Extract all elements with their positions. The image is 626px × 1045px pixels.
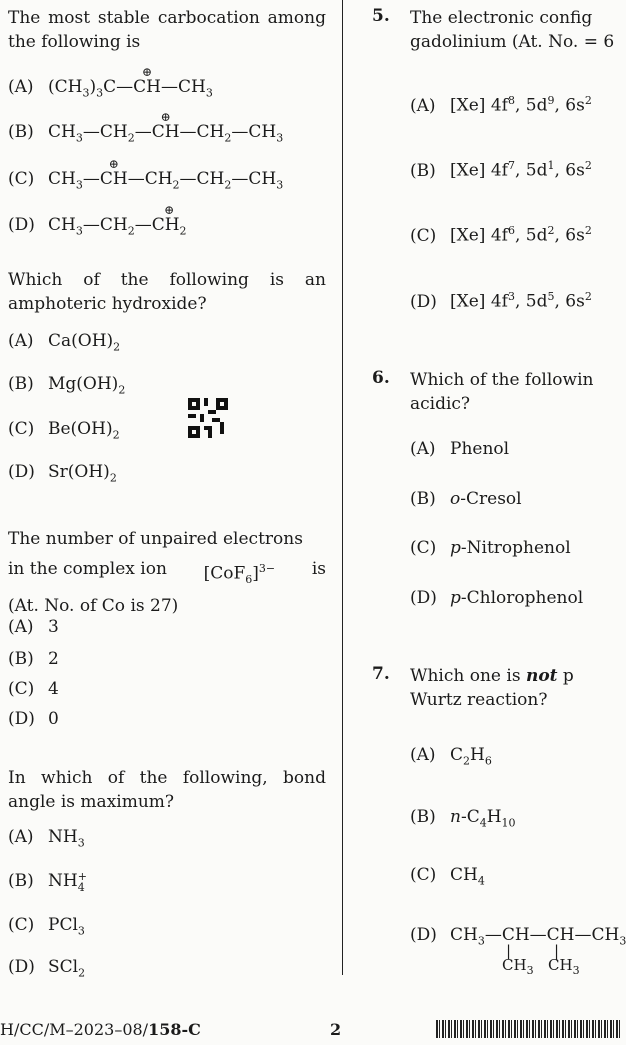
question-3-text: The number of unpaired electrons in the complex ion $[CoF_6]^{3-}$ is (At. No. of Co is 27) — [8, 529, 326, 617]
option-label: (D) — [8, 709, 35, 729]
option-label: (B) — [8, 374, 34, 394]
q7-option-a[interactable]: (A) $C_2H_6$ — [410, 745, 492, 768]
option-label: (C) — [410, 538, 437, 558]
q3-option-a[interactable]: (A) 3 — [8, 617, 59, 637]
q1-option-b[interactable]: (B) $CH_3—CH_2—CH$ ⊕ $—CH_2—CH_3$ — [8, 110, 284, 145]
question-6-number: 6. — [372, 368, 390, 388]
option-label: (A) — [8, 827, 34, 847]
option-label: (B) — [8, 122, 34, 142]
methyl-branch: $CH_3$ — [502, 956, 534, 977]
option-label: (A) — [8, 77, 34, 97]
q3-option-d[interactable]: (D) 0 — [8, 709, 59, 729]
q4-option-a[interactable]: (A) $NH_3$ — [8, 827, 85, 850]
option-label: (B) — [410, 489, 436, 509]
q2-option-d[interactable]: (D) $Sr(OH)_2$ — [8, 462, 117, 485]
question-7-text: Which one is not p Wurtz reaction? — [410, 666, 574, 710]
option-label: (C) — [8, 679, 35, 699]
q3-option-c[interactable]: (C) 4 — [8, 679, 59, 699]
option-label: (A) — [410, 439, 436, 459]
q2-option-c[interactable]: (C) $Be(OH)_2$ — [8, 419, 120, 442]
question-4-text: In which of the following, bond angle is maximum? — [8, 768, 326, 812]
q1-option-a[interactable]: (A) $(CH_3)_3C—CH$ ⊕ $—CH_3$ — [8, 65, 213, 100]
question-7-number: 7. — [372, 664, 390, 684]
option-label: (D) — [410, 291, 437, 312]
question-5-number: 5. — [372, 6, 390, 26]
q7-option-b[interactable]: (B) $n-C_4H_{10}$ — [410, 807, 516, 830]
question-2-text: Which of the following is an amphoteric hydroxide? — [8, 270, 326, 314]
methyl-branch: $CH_3$ — [548, 956, 580, 977]
paper-code: H/CC/M–2023–08/158-C — [0, 1020, 201, 1039]
option-label: (D) — [8, 462, 35, 482]
option-label: (D) — [8, 215, 35, 235]
option-label: (A) — [8, 617, 34, 637]
page-number: 2 — [330, 1020, 342, 1039]
q6-option-d[interactable]: (D) p-Chlorophenol — [410, 588, 584, 608]
option-label: (C) — [410, 225, 437, 246]
q5-option-c[interactable]: (C) [Xe] $4f^6$, $5d^2$, $6s^2$ — [410, 224, 592, 246]
option-label: (B) — [410, 807, 436, 827]
option-label: (C) — [8, 169, 35, 189]
column-divider — [342, 0, 343, 975]
option-label: (A) — [8, 331, 34, 351]
q4-option-d[interactable]: (D) SCl$_2$ — [8, 957, 86, 980]
q4-option-c[interactable]: (C) PCl$_3$ — [8, 915, 85, 938]
option-label: (D) — [410, 588, 437, 608]
q2-option-a[interactable]: (A) $Ca(OH)_2$ — [8, 331, 121, 354]
option-label: (B) — [8, 649, 34, 669]
option-label: (A) — [410, 745, 436, 765]
option-label: (C) — [8, 915, 35, 935]
option-label: (B) — [410, 160, 436, 181]
q5-option-d[interactable]: (D) [Xe] $4f^3$, $5d^5$, $6s^2$ — [410, 290, 592, 312]
question-6-text: Which of the followin acidic? — [410, 370, 594, 414]
q3-option-b[interactable]: (B) 2 — [8, 649, 59, 669]
q1-option-d[interactable]: (D) $CH_3—CH_2—CH_2$ ⊕ — [8, 203, 187, 238]
q5-option-a[interactable]: (A) [Xe] $4f^8$, $5d^9$, $6s^2$ — [410, 94, 592, 116]
q6-option-b[interactable]: (B) o-Cresol — [410, 489, 522, 509]
option-label: (C) — [410, 865, 437, 885]
option-label: (A) — [410, 95, 436, 116]
q4-option-b[interactable]: (B) NH + 4 — [8, 869, 87, 894]
q5-option-b[interactable]: (B) [Xe] $4f^7$, $5d^1$, $6s^2$ — [410, 159, 592, 181]
option-label: (B) — [8, 871, 34, 891]
q6-option-c[interactable]: (C) p-Nitrophenol — [410, 538, 571, 558]
question-1-text: The most stable carbocation among the following is — [8, 8, 326, 52]
branch-bond: | — [554, 942, 560, 960]
option-label: (C) — [8, 419, 35, 439]
question-5-text: The electronic config gadolinium (At. No. = 6 — [410, 8, 615, 52]
option-label: (D) — [410, 925, 437, 945]
q1-option-c[interactable]: (C) $CH_3—CH$ ⊕ $—CH_2—CH_2—CH_3$ — [8, 157, 284, 192]
qr-code-icon — [188, 398, 228, 438]
q2-option-b[interactable]: (B) $Mg(OH)_2$ — [8, 374, 126, 397]
option-label: (D) — [8, 957, 35, 977]
barcode-icon — [436, 1020, 622, 1038]
branch-bond: | — [506, 942, 512, 960]
q7-option-c[interactable]: (C) $CH_4$ — [410, 865, 485, 888]
q6-option-a[interactable]: (A) Phenol — [410, 439, 510, 459]
q7-option-d[interactable]: (D) $CH_3—CH—CH—CH_3$ — [410, 925, 626, 948]
